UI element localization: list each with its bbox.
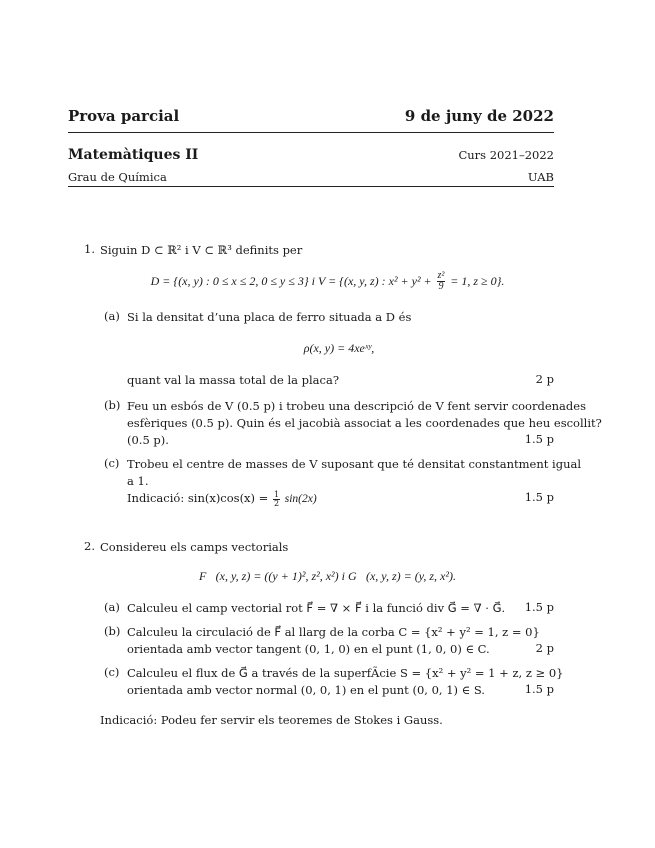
header-top-row: [68, 107, 554, 125]
header-subject-row: [68, 147, 554, 163]
q1-def-frac-den: 9: [438, 281, 444, 292]
q1b-points: 1.5 p: [524, 432, 554, 446]
q1-def-right: = 1, z ≥ 0}.: [450, 274, 505, 288]
q1c-hint-post: sin(2x): [284, 493, 317, 505]
q2c-line2: orientada amb vector normal (0, 0, 1) en el punt (0, 0, 1) ∈ S.: [127, 683, 485, 697]
q1-intro: Siguin D ⊂ ℝ² i V ⊂ ℝ³ definits per: [100, 243, 303, 257]
header-rule-bottom: [68, 186, 554, 187]
q2b-points: 2 p: [535, 641, 554, 655]
q1c-hint-fraction: [273, 491, 280, 508]
q2a-points: 1.5 p: [524, 600, 554, 614]
course-year: Curs 2021–2022: [458, 148, 554, 162]
q1b-line1: Feu un esbós de V (0.5 p) i trobeu una descripció de V fent servir coordenades: [127, 399, 586, 413]
q1a-text1: Si la densitat d’una placa de ferro situada a D és: [127, 310, 412, 324]
q1c-points: 1.5 p: [524, 490, 554, 504]
q1a-formula: ρ(x, y) = 4xeˣʸ,: [303, 341, 375, 355]
q2b-label: (b): [104, 624, 121, 638]
q2c-line1: Calculeu el flux de G⃗ a través de la superfÃcie S = {x² + y² = 1 + z, z ≥ 0}: [127, 666, 564, 680]
university-name: UAB: [527, 170, 554, 184]
q2b-line2: orientada amb vector tangent (0, 1, 0) en el punt (1, 0, 0) ∈ C.: [127, 642, 490, 656]
q2c-points: 1.5 p: [524, 682, 554, 696]
q2-number: 2.: [84, 539, 95, 553]
q1b-line2: esfèriques (0.5 p). Quin és el jacobià associat a les coordenades que heu escollit?: [127, 416, 602, 430]
q1-def-frac-num: z²: [437, 270, 445, 281]
q1c-hint-pre: Indicació: sin(x)cos(x) =: [127, 491, 269, 505]
q2b-line1: Calculeu la circulació de F⃗ al llarg de la corba C = {x² + y² = 1, z = 0}: [127, 625, 540, 639]
q1c-hint-frac-den: 2: [273, 498, 280, 508]
q1-def-fraction: [437, 271, 446, 292]
exam-date: 9 de juny de 2022: [404, 107, 554, 125]
q2-intro: Considereu els camps vectorials: [100, 540, 289, 554]
q1a-label: (a): [104, 309, 120, 323]
degree-name: Grau de Química: [68, 170, 167, 184]
q1c-line2: a 1.: [127, 474, 149, 488]
q2-fields: F⃗(x, y, z) = ((y + 1)², z², x²) i G⃗(x, y, z) = (y, z, x²).: [199, 569, 456, 583]
q1c-hint-frac-num: 1: [273, 489, 280, 499]
q1-definition: [0, 271, 655, 292]
q1-number: 1.: [84, 242, 95, 256]
q2a-label: (a): [104, 600, 120, 614]
q1a-points: 2 p: [535, 372, 554, 386]
q1c-label: (c): [104, 456, 120, 470]
q1c-hint: [127, 490, 317, 508]
q1c-line1: Trobeu el centre de masses de V suposant que té densitat constantment igual: [127, 457, 582, 471]
q2c-label: (c): [104, 665, 120, 679]
header-rule-top: [68, 132, 554, 133]
exam-title: Prova parcial: [68, 107, 180, 125]
q1b-line3: (0.5 p).: [127, 433, 169, 447]
q1a-text2: quant val la massa total de la placa?: [127, 373, 339, 387]
q1b-label: (b): [104, 398, 121, 412]
subject-name: Matemàtiques II: [68, 147, 199, 163]
q1-def-left: D = {(x, y) : 0 ≤ x ≤ 2, 0 ≤ y ≤ 3} i V = {(x, y, z) : x² + y² +: [150, 274, 432, 288]
header-degree-row: [68, 170, 554, 184]
q2a-text: Calculeu el camp vectorial rot F⃗ = ∇ × F⃗ i la funció div G⃗ = ∇ · G⃗.: [127, 601, 506, 615]
q2-hint: Indicació: Podeu fer servir els teoremes de Stokes i Gauss.: [100, 713, 443, 727]
